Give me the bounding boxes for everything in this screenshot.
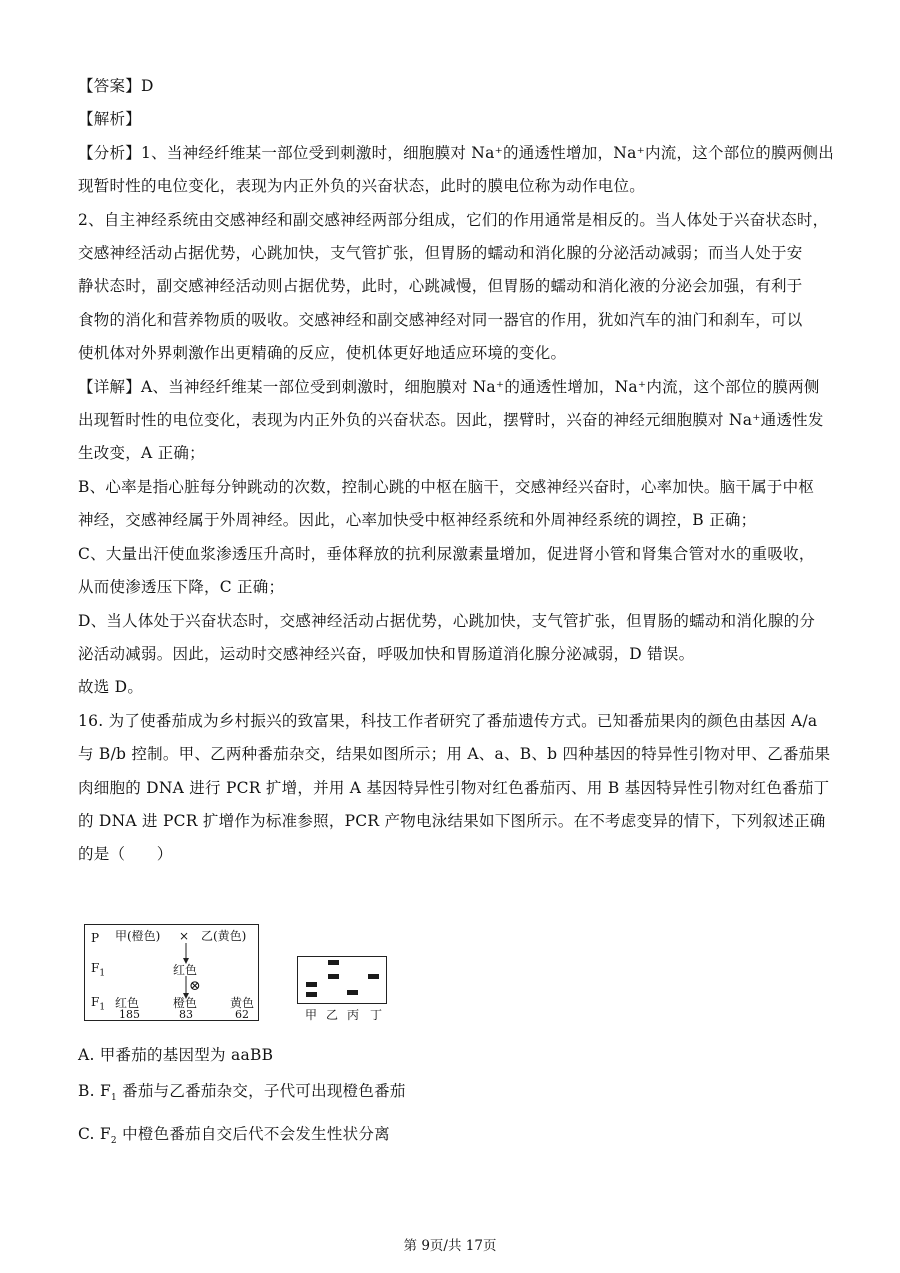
- analysis-line: 2、自主神经系统由交感神经和副交感神经两部分组成，它们的作用通常是相反的。当人体处于兴奋状态时，: [78, 210, 829, 229]
- detail-line: C、大量出汗使血浆渗透压升高时，垂体释放的抗利尿激素量增加，促进肾小管和肾集合管对水的重吸收，: [78, 544, 815, 563]
- detail-line: 神经，交感神经属于外周神经。因此，心率加快受中枢神经系统和外周神经系统的调控，B 正确；: [78, 511, 757, 530]
- analysis-line: 交感神经活动占据优势，心跳加快，支气管扩张，但胃肠的蠕动和消化腺的分泌活动减弱；而当人处于安: [78, 244, 803, 263]
- analysis-line: 现暂时性的电位变化，表现为内正外负的兴奋状态，此时的膜电位称为动作电位。: [78, 177, 646, 196]
- document-body: [78, 70, 835, 872]
- detail-line: 生改变，A 正确；: [78, 444, 205, 463]
- detail-line: B、心率是指心脏每分钟跳动的次数，控制心跳的中枢在脑干，交感神经兴奋时，心率加快。脑干属于中枢: [78, 477, 815, 496]
- question-line: 与 B/b 控制。甲、乙两种番茄杂交，结果如图所示；用 A、a、B、b 四种基因的特异性引物对甲、乙番茄果: [78, 745, 831, 764]
- figure: [84, 924, 404, 1026]
- f2-yellow-count: 62: [235, 1008, 249, 1021]
- electrophoresis-gel: [297, 956, 387, 1004]
- gel-band: [306, 992, 317, 997]
- parent1-label: 甲(橙色): [115, 929, 161, 943]
- gel-lane-label: 甲: [305, 1008, 318, 1022]
- parent2-label: 乙(黄色): [201, 929, 247, 943]
- f2-red-count: 185: [119, 1008, 140, 1021]
- gel-band: [328, 974, 339, 979]
- gel-lane-label: 丁: [370, 1008, 383, 1022]
- p-label: P: [91, 931, 100, 945]
- question-line: 肉细胞的 DNA 进行 PCR 扩增，并用 A 基因特异性引物对红色番茄丙、用 B 基因特异性引物对红色番茄丁: [78, 778, 830, 797]
- analysis-heading: 【解析】: [78, 110, 142, 129]
- question-16: [78, 705, 831, 872]
- gel-band: [328, 960, 339, 965]
- gel-band: [306, 982, 317, 987]
- detail-line: 【详解】A、当神经纤维某一部位受到刺激时，细胞膜对 Na⁺的通透性增加，Na⁺内流，这个部位的膜两侧: [78, 377, 820, 396]
- analysis-section: [78, 137, 835, 371]
- options: [78, 1037, 822, 1159]
- page-footer: 第 9页/共 17页: [403, 1238, 497, 1254]
- f2-orange-count: 83: [179, 1008, 193, 1021]
- question-line: 的 DNA 进 PCR 扩增作为标准参照，PCR 产物电泳结果如下图所示。在不考虑变异的情下，下列叙述正确: [78, 811, 826, 830]
- down-arrow-icon: [181, 943, 191, 965]
- detail-line: D、当人体处于兴奋状态时，交感神经活动占据优势，心跳加快，支气管扩张，但胃肠的蠕动和消化腺的分: [78, 611, 816, 630]
- detail-line: 泌活动减弱。因此，运动时交感神经兴奋，呼吸加快和胃肠道消化腺分泌减弱，D 错误。: [78, 644, 695, 663]
- option-c: C. $F_2$ 中橙色番茄自交后代不会发生性状分离: [78, 1125, 390, 1147]
- f2-red-label: 红色: [115, 996, 140, 1010]
- analysis-line: 食物的消化和营养物质的吸收。交感神经和副交感神经对同一器官的作用，犹如汽车的油门和刹车，可以: [78, 310, 803, 329]
- gel-band: [368, 974, 379, 979]
- cross-symbol: ×: [179, 929, 190, 943]
- question-line: 的是（ ）: [78, 845, 173, 864]
- analysis-line: 【分析】1、当神经纤维某一部位受到刺激时，细胞膜对 Na⁺的通透性增加，Na⁺内流，这个部位的膜两侧出: [78, 143, 835, 162]
- answer-line: 【答案】D: [78, 77, 154, 95]
- gel-lane-label: 丙: [347, 1008, 360, 1022]
- option-b: B. $F_1$ 番茄与乙番茄杂交，子代可出现橙色番茄: [78, 1082, 406, 1104]
- f2-orange-label: 橙色: [173, 996, 198, 1010]
- detail-line: 故选 D。: [78, 678, 144, 697]
- detail-line: 从而使渗透压下降，C 正确；: [78, 578, 285, 597]
- f1-phenotype: 红色: [173, 963, 198, 977]
- cross-diagram: [84, 924, 259, 1021]
- gel-lane-label: 乙: [326, 1008, 339, 1022]
- f2-yellow-label: 黄色: [230, 996, 255, 1010]
- f2-label: $F_1$: [91, 995, 106, 1013]
- question-line: 16. 为了使番茄成为乡村振兴的致富果，科技工作者研究了番茄遗传方式。已知番茄果肉的颜色由基因 A/a: [78, 711, 818, 730]
- option-a: A. 甲番茄的基因型为 aaBB: [78, 1046, 274, 1064]
- detail-section: [78, 371, 822, 705]
- f1-label: $F_1$: [91, 961, 106, 979]
- selfing-icon: ⊗: [189, 978, 201, 994]
- analysis-line: 使机体对外界刺激作出更精确的反应，使机体更好地适应环境的变化。: [78, 344, 567, 363]
- analysis-line: 静状态时，副交感神经活动则占据优势，此时，心跳减慢，但胃肠的蠕动和消化液的分泌会加强，有利于: [78, 277, 803, 296]
- gel-band: [347, 990, 358, 995]
- detail-line: 出现暂时性的电位变化，表现为内正外负的兴奋状态。因此，摆臂时，兴奋的神经元细胞膜对 Na⁺通透性发: [78, 411, 824, 430]
